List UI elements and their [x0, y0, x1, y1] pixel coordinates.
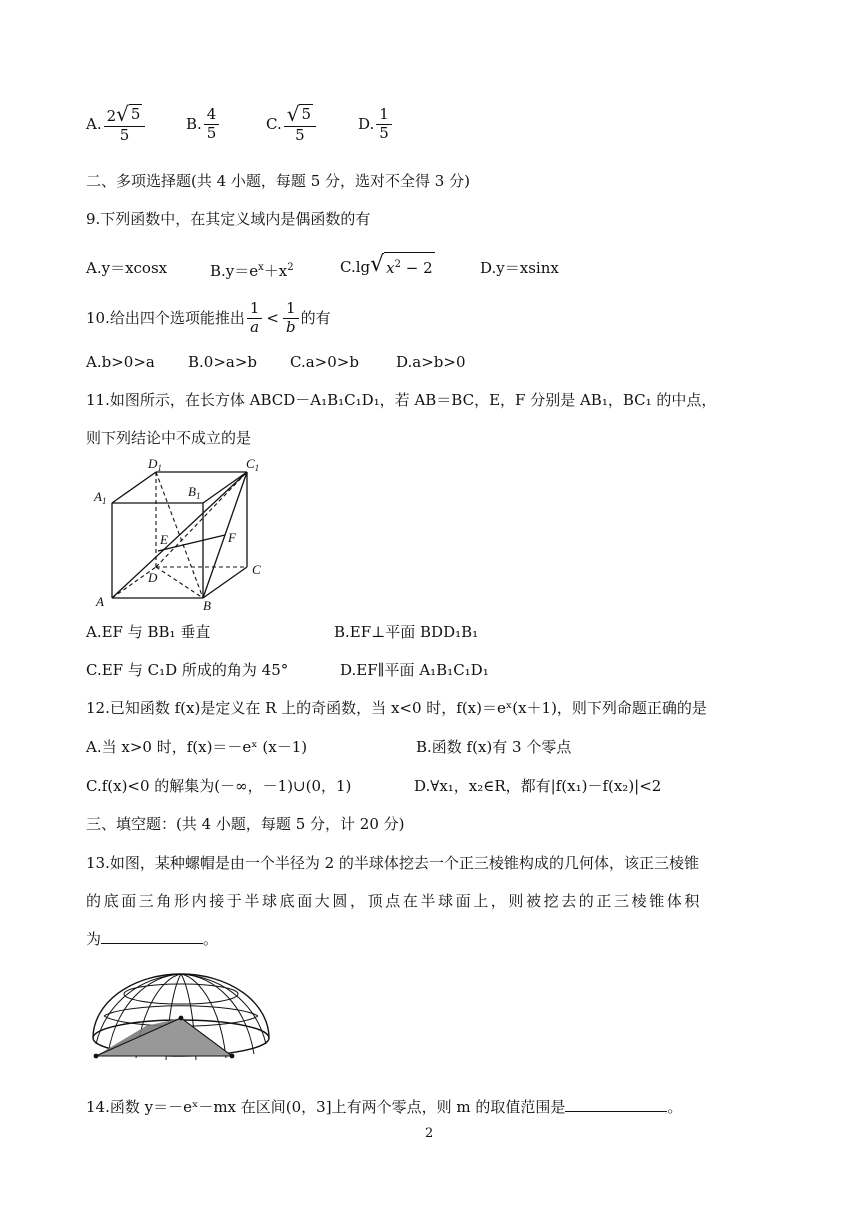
- label-a: A: [96, 594, 104, 609]
- q12-option-d: D.∀x₁，x₂∈R，都有|f(x₁)－f(x₂)|<2: [414, 777, 662, 795]
- q10-stem: 10.给出四个选项能推出 $\frac{1}{a}$ < $\frac{1}{b}$ 的有: [86, 299, 331, 336]
- q9-option-b: $B.y=e^x+x^2$: [210, 262, 294, 280]
- label-c1: $C_1$: [246, 456, 260, 473]
- label-c: C: [252, 562, 261, 577]
- q8-option-a: A. 2 √ 5 5: [86, 102, 147, 146]
- q8-option-c: C. √ 5 5: [266, 102, 318, 146]
- page-number: 2: [425, 1126, 434, 1141]
- label-b: B: [203, 598, 211, 612]
- q9-option-c: C.lg √ $x^2 - 2$: [340, 252, 435, 280]
- q11-stem-line2: 则下列结论中不成立的是: [86, 429, 252, 447]
- q14-stem: 14.函数 y＝－eˣ－mx 在区间(0，3]上有两个零点，则 m 的取值范围是 。: [86, 1098, 683, 1116]
- q11-option-d: D.EF∥平面 A₁B₁C₁D₁: [340, 661, 489, 679]
- q13-hemisphere-figure: [86, 966, 276, 1062]
- q13-line3: 为 。: [86, 930, 219, 948]
- q14-answer-blank[interactable]: [565, 1097, 667, 1112]
- q9-option-d: D.y＝xsinx: [480, 259, 559, 277]
- q10-option-c: C.a>0>b: [290, 353, 359, 371]
- q13-line1: 13.如图，某种螺帽是由一个半径为 2 的半球体挖去一个正三棱锥构成的几何体，该正三棱锥: [86, 854, 699, 872]
- q9-stem: 9.下列函数中，在其定义域内是偶函数的有: [86, 210, 371, 228]
- q12-stem: 12.已知函数 f(x)是定义在 R 上的奇函数，当 x<0 时，f(x)＝eˣ(x＋1)，则下列命题正确的是: [86, 699, 707, 717]
- q8-option-d: D. $\frac{1}{5}$: [358, 102, 394, 146]
- label-f: F: [228, 530, 236, 545]
- q10-option-b: B.0>a>b: [188, 353, 258, 371]
- q9-option-a: A.y＝xcosx: [86, 259, 168, 277]
- section-3-heading: 三、填空题：(共 4 小题，每题 5 分，计 20 分): [86, 815, 405, 833]
- q11-option-b: B.EF⊥平面 BDD₁B₁: [334, 623, 479, 641]
- q13-line2: 的底面三角形内接于半球底面大圆，顶点在半球面上，则被挖去的正三棱锥体积: [86, 892, 703, 910]
- section-2-heading: 二、多项选择题(共 4 小题，每题 5 分，选对不全得 3 分): [86, 172, 470, 190]
- q12-option-b: B.函数 f(x)有 3 个零点: [416, 738, 572, 756]
- label-b1: $B_1$: [188, 484, 201, 501]
- q11-stem-line1: 11.如图所示，在长方体 ABCD－A₁B₁C₁D₁，若 AB＝BC，E，F 分别是 AB₁，BC₁ 的中点，: [86, 391, 717, 409]
- label-a1: $A_1$: [94, 489, 107, 506]
- q11-option-c: C.EF 与 C₁D 所成的角为 45°: [86, 661, 289, 679]
- q12-option-c: C.f(x)<0 的解集为(－∞，－1)∪(0，1): [86, 777, 352, 795]
- q10-option-d: D.a>b>0: [396, 353, 466, 371]
- q13-answer-blank[interactable]: [101, 929, 203, 944]
- label-d: D: [148, 570, 158, 585]
- q8-option-b: B. $\frac{4}{5}$: [186, 102, 221, 146]
- label-e: E: [160, 532, 168, 547]
- q11-option-a: A.EF 与 BB₁ 垂直: [86, 623, 211, 641]
- label-d1: $D_1$: [148, 456, 162, 473]
- q12-option-a: A.当 x>0 时，f(x)＝－eˣ (x－1): [86, 738, 308, 756]
- q10-option-a: A.b>0>a: [86, 353, 155, 371]
- q11-cuboid-figure: [88, 456, 268, 612]
- q8-a-fraction: 2 √ 5 5: [104, 104, 146, 144]
